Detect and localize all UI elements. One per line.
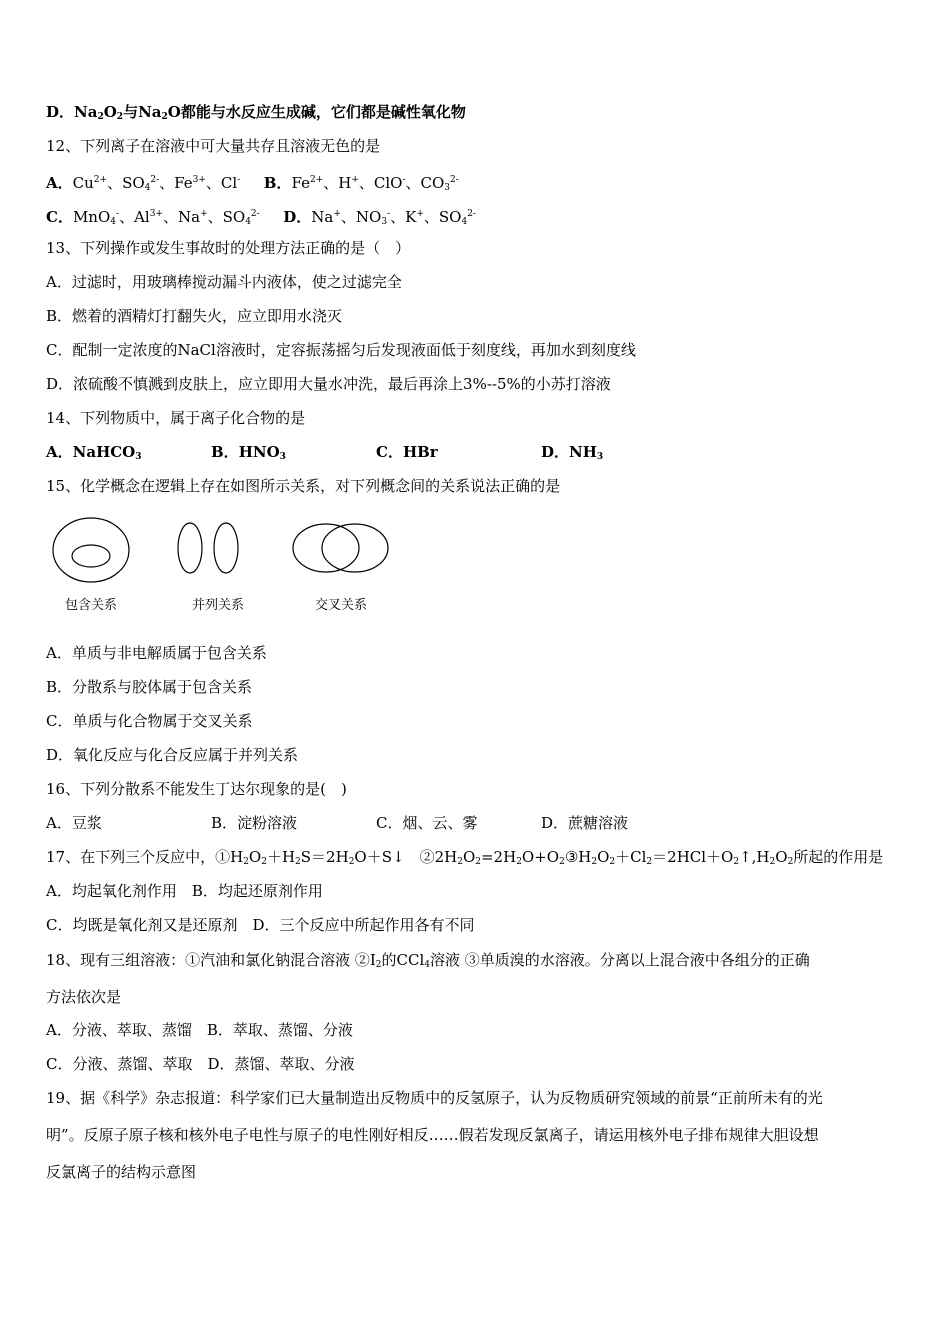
option-label: B． (263, 174, 292, 192)
question-12-options-ab (46, 170, 908, 198)
question-text: ③H (564, 848, 592, 866)
charge: 2+ (309, 175, 324, 185)
question-16-option-c: C．烟、云、雾 (376, 814, 478, 832)
ion-text: Na (311, 208, 334, 226)
parallel-label: 并列关系 (191, 598, 245, 613)
charge: - (402, 175, 406, 185)
question-13-option-a: A．过滤时，用玻璃棒搅动漏斗内液体，使之过滤完全 (46, 273, 402, 291)
question-19-line-2: 明”。反原子原子核和核外电子电性与原子的电性刚好相反……假若发现反氯离子，请运用核外电子排布规律大胆设想 (46, 1126, 819, 1144)
question-text: 18、现有三组溶液：①汽油和氯化钠混合溶液 ②I (46, 951, 376, 969)
question-text: O (597, 848, 610, 866)
question-text: O (775, 848, 788, 866)
charge: 3+ (149, 209, 163, 219)
question-12-options-cd (46, 204, 908, 232)
subscript: 2 (609, 857, 616, 867)
ion-text: 、K (390, 208, 417, 226)
option-d-na2o2 (46, 102, 908, 127)
question-12: 12、下列离子在溶液中可大量共存且溶液无色的是 (46, 137, 381, 155)
subscript: 2 (261, 857, 267, 867)
question-15-option-c: C．单质与化合物属于交叉关系 (46, 712, 253, 730)
question-text: ＋H (266, 848, 296, 866)
ion-text: 、H (323, 174, 352, 192)
option-d-ions (311, 208, 476, 226)
subscript: 2 (646, 857, 653, 867)
question-14-option-b (211, 442, 376, 467)
question-14-option-c (376, 442, 541, 462)
question-19-line-3: 反氯离子的结构示意图 (46, 1163, 197, 1181)
question-17 (46, 847, 908, 872)
parallel-diagram (178, 523, 244, 613)
question-16-option-b: B．淀粉溶液 (211, 814, 298, 832)
question-13-option-b: B．燃着的酒精灯打翻失火，应立即用水浇灭 (46, 307, 343, 325)
subscript: 3 (135, 452, 142, 462)
subscript: 2 (559, 857, 565, 867)
outer-ellipse (53, 518, 129, 582)
right-circle (322, 524, 388, 572)
subscript: 2 (769, 857, 776, 867)
option-label: A． (46, 443, 73, 461)
option-c-ions (73, 208, 260, 226)
question-text: O＋S↓ ②2H (354, 848, 458, 866)
question-text: S＝2H (300, 848, 349, 866)
ion-text: MnO (72, 208, 111, 226)
charge: 2- (467, 209, 476, 219)
formula-text: Na (74, 103, 98, 121)
question-17-options-cd: C．均既是氧化剂又是还原剂 D．三个反应中所起作用各有不同 (46, 916, 475, 934)
subscript: 2 (161, 112, 168, 122)
charge: + (416, 209, 424, 219)
option-b-ions (291, 174, 458, 192)
question-16-option-d: D．蔗糖溶液 (541, 814, 629, 832)
left-circle (293, 524, 359, 572)
relationship-diagram (46, 512, 406, 622)
option-text: O都能与水反应生成碱，它们都是碱性氧化物 (167, 103, 466, 121)
subscript: 3 (279, 452, 286, 462)
question-16-options (46, 813, 908, 833)
charge: + (333, 209, 341, 219)
charge: + (351, 175, 359, 185)
question-16-option-a: A．豆浆 (46, 814, 102, 832)
ion-text: 、SO (107, 174, 145, 192)
subscript: 2 (475, 857, 481, 867)
formula-text: O (103, 103, 117, 121)
subscript: 2 (457, 857, 463, 867)
question-text: O+O (521, 848, 560, 866)
ion-text: 、SO (207, 208, 246, 226)
formula-text: HNO (238, 443, 280, 461)
question-text: ＝2HCl＋O (652, 848, 734, 866)
subscript: 3 (381, 217, 388, 227)
subscript: 2 (97, 112, 104, 122)
option-a-ions (73, 174, 241, 192)
question-text: O (462, 848, 476, 866)
subscript: 2 (295, 857, 301, 867)
subscript: 2 (375, 960, 382, 970)
left-ellipse (178, 523, 202, 573)
question-14-options (46, 442, 908, 467)
question-text: 的CCl (381, 951, 425, 969)
subscript: 2 (591, 857, 598, 867)
question-text: 17、在下列三个反应中，①H (46, 848, 244, 866)
inclusion-diagram (53, 518, 129, 613)
question-18-line-2: 方法依次是 (46, 988, 122, 1006)
intersection-label: 交叉关系 (314, 598, 368, 613)
question-text: ＋Cl (615, 848, 647, 866)
inner-ellipse (72, 545, 110, 567)
subscript: 4 (110, 217, 117, 227)
charge: 3+ (192, 175, 206, 185)
option-label: C． (46, 208, 73, 226)
question-text: O (248, 848, 262, 866)
subscript: 2 (733, 857, 740, 867)
subscript: 4 (424, 960, 431, 970)
option-label: D． (46, 103, 75, 121)
question-14-option-d (541, 442, 603, 467)
subscript: 2 (516, 857, 522, 867)
question-16: 16、下列分散系不能发生丁达尔现象的是( ) (46, 780, 347, 798)
option-label: C． (376, 443, 403, 461)
question-text: =2H (480, 848, 517, 866)
formula-text: 与Na (123, 103, 162, 121)
question-text: 溶液 ③单质溴的水溶液。分离以上混合液中各组分的正确 (430, 951, 810, 969)
question-17-options-ab: A．均起氧化剂作用 B．均起还原剂作用 (46, 882, 323, 900)
formula-text: HBr (402, 443, 438, 461)
charge: 2- (150, 175, 160, 185)
subscript: 4 (245, 217, 251, 227)
ion-text: 、Cl (205, 174, 238, 192)
option-label: B． (211, 443, 239, 461)
question-text: ↑,H (739, 848, 770, 866)
ion-text: 、SO (423, 208, 462, 226)
question-13-option-c: C．配制一定浓度的NaCl溶液时，定容振荡摇匀后发现液面低于刻度线，再加水到刻度线 (46, 341, 636, 359)
question-15-option-d: D．氧化反应与化合反应属于并列关系 (46, 746, 299, 764)
question-18-options-cd: C．分液、蒸馏、萃取 D．蒸馏、萃取、分液 (46, 1055, 355, 1073)
question-13-option-d: D．浓硫酸不慎溅到皮肤上，应立即用大量水冲洗，最后再涂上3%--5%的小苏打溶液 (46, 375, 611, 393)
question-14: 14、下列物质中，属于离子化合物的是 (46, 409, 306, 427)
subscript: 2 (243, 857, 249, 867)
subscript: 2 (348, 857, 355, 867)
intersection-diagram (293, 524, 388, 613)
charge: - (116, 209, 120, 219)
charge: 2- (450, 175, 459, 185)
ion-text: Fe (291, 174, 310, 192)
ion-text: 、Fe (159, 174, 193, 192)
ion-text: 、Na (162, 208, 201, 226)
subscript: 2 (116, 112, 124, 122)
question-19-line-1: 19、据《科学》杂志报道：科学家们已大量制造出反物质中的反氢原子，认为反物质研究领域的前景“正前所未有的光 (46, 1089, 823, 1107)
formula-text: NaHCO (72, 443, 136, 461)
subscript: 3 (596, 452, 604, 462)
charge: + (200, 209, 208, 219)
charge: - (387, 209, 391, 219)
formula-text: NH (569, 443, 597, 461)
inclusion-label: 包含关系 (64, 598, 118, 613)
question-15-option-a: A．单质与非电解质属于包含关系 (46, 644, 267, 662)
charge: 2- (250, 209, 260, 219)
option-label: D． (283, 208, 312, 226)
ion-text: 、Al (119, 208, 150, 226)
option-label: A． (46, 174, 73, 192)
ion-text: 、CO (405, 174, 445, 192)
charge: 2+ (93, 175, 108, 185)
question-18-line-1 (46, 950, 908, 975)
option-label: D． (541, 443, 570, 461)
subscript: 3 (444, 183, 451, 193)
question-text: 所起的作用是 (793, 848, 884, 866)
ion-text: 、NO (340, 208, 382, 226)
question-14-option-a (46, 442, 211, 467)
subscript: 4 (144, 183, 151, 193)
question-13: 13、下列操作或发生事故时的处理方法正确的是（ ） (46, 239, 411, 257)
question-15: 15、化学概念在逻辑上存在如图所示关系，对下列概念间的关系说法正确的是 (46, 477, 561, 495)
subscript: 2 (787, 857, 794, 867)
right-ellipse (214, 523, 238, 573)
charge: - (237, 175, 241, 185)
question-15-option-b: B．分散系与胶体属于包含关系 (46, 678, 253, 696)
ion-text: 、ClO (358, 174, 403, 192)
question-18-options-ab: A．分液、萃取、蒸馏 B．萃取、蒸馏、分液 (46, 1021, 353, 1039)
subscript: 4 (461, 217, 468, 227)
ion-text: Cu (72, 174, 94, 192)
